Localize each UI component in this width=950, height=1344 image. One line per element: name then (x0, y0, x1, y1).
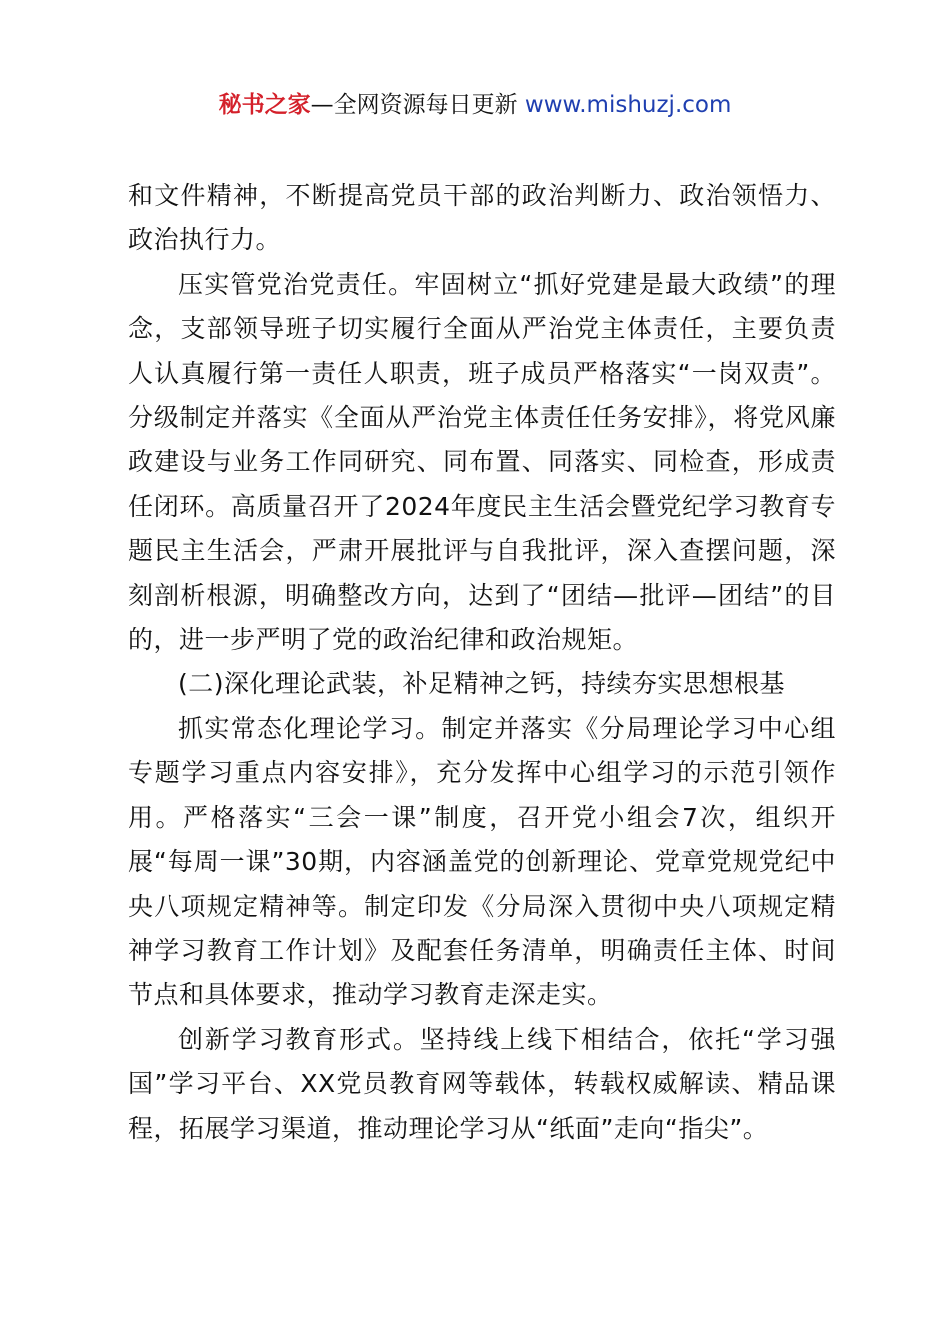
paragraph-regular-study: 抓实常态化理论学习。制定并落实《分局理论学习中心组专题学习重点内容安排》，充分发挥中心组学习的示范引领作用。严格落实“三会一课”制度，召开党小组会7次，组织开展“每周一课”30期，内容涵盖党的创新理论、党章党规党纪中央八项规定精神等。制定印发《分局深入贯彻中央八项规定精神学习教育工作计划》及配套任务清单，明确责任主体、时间节点和具体要求，推动学习教育走深走实。 (128, 713, 836, 1010)
site-brand: 秘书之家 (218, 92, 311, 118)
site-header (0, 88, 950, 122)
document-body (128, 174, 836, 1151)
site-url-link[interactable]: www.mishuzj.com (524, 92, 732, 118)
paragraph-continuation: 和文件精神，不断提高党员干部的政治判断力、政治领悟力、政治执行力。 (128, 181, 836, 255)
paragraph-party-responsibility: 压实管党治党责任。牢固树立“抓好党建是最大政绩”的理念，支部领导班子切实履行全面从严治党主体责任，主要负责人认真履行第一责任人职责，班子成员严格落实“一岗双责”。分级制定并落实《全面从严治党主体责任任务安排》，将党风廉政建设与业务工作同研究、同布置、同落实、同检查，形成责任闭环。高质量召开了2024年度民主生活会暨党纪学习教育专题民主生活会，严肃开展批评与自我批评，深入查摆问题，深刻剖析根源，明确整改方向，达到了“团结—批评—团结”的目的，进一步严明了党的政治纪律和政治规矩。 (128, 269, 836, 655)
paragraph-study-forms: 创新学习教育形式。坚持线上线下相结合，依托“学习强国”学习平台、XX党员教育网等载体，转载权威解读、精品课程，拓展学习渠道，推动理论学习从“纸面”走向“指尖”。 (128, 1024, 836, 1143)
section-heading-theory: (二)深化理论武装，补足精神之钙，持续夯实思想根基 (178, 669, 786, 699)
site-tagline: —全网资源每日更新 (310, 92, 525, 118)
